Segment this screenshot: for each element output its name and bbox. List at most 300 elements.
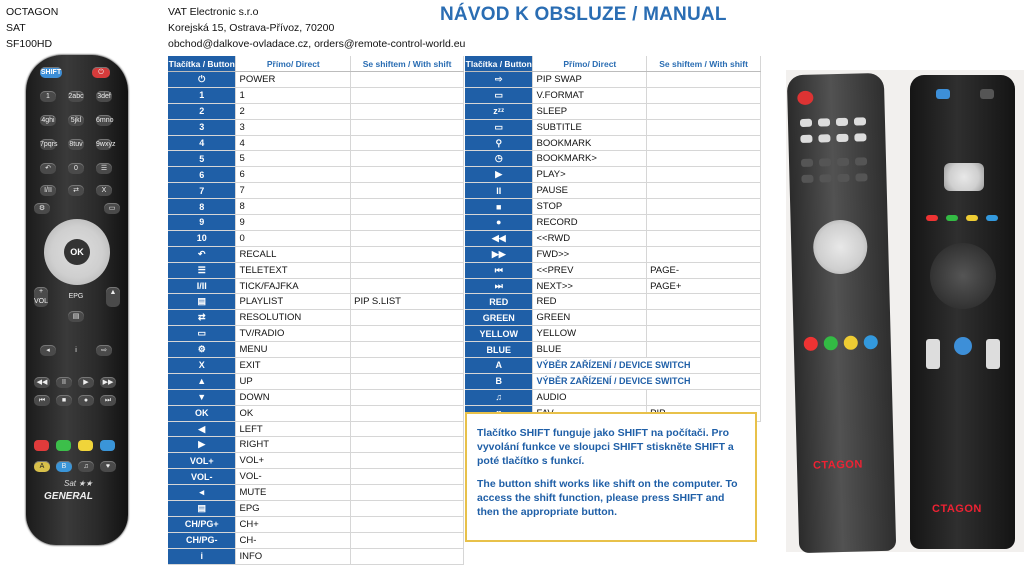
button-cell: ▤	[168, 501, 236, 517]
shift-cell	[647, 294, 761, 310]
direct-cell: GREEN	[533, 310, 647, 326]
table-row	[465, 262, 761, 278]
model-number: SF100HD	[6, 38, 53, 50]
teletext-icon: ☰	[96, 163, 112, 174]
button-cell: GREEN	[465, 310, 533, 326]
table-row	[168, 246, 464, 262]
photo-key	[800, 135, 812, 143]
direct-cell: <<PREV	[533, 262, 647, 278]
photo-key	[855, 157, 867, 165]
button-cell: i	[168, 548, 236, 564]
direct-cell: POWER	[236, 72, 351, 88]
shift-cell	[351, 246, 464, 262]
direct-cell: AUDIO	[533, 389, 647, 405]
power-button-photo	[797, 91, 813, 105]
table-row	[168, 469, 464, 485]
button-cell: ◷	[465, 151, 533, 167]
button-cell: ■	[465, 199, 533, 215]
direct-cell: <<RWD	[533, 230, 647, 246]
direct-cell: UP	[236, 373, 351, 389]
table-row	[168, 215, 464, 231]
direct-cell: TICK/FAJFKA	[236, 278, 351, 294]
epg-label: EPG	[68, 293, 84, 300]
direct-cell: TELETEXT	[236, 262, 351, 278]
shift-cell	[351, 548, 464, 564]
fav-icon: ♥	[100, 461, 116, 472]
direct-cell: EPG	[236, 501, 351, 517]
vol-plus: + VOL	[34, 288, 49, 305]
next-icon: ⏭	[100, 395, 116, 406]
shift-cell	[351, 151, 464, 167]
direct-cell: PAUSE	[533, 183, 647, 199]
col-button-header: Tlačítka / Button	[168, 56, 236, 72]
button-cell: RED	[465, 294, 533, 310]
shift-cell	[351, 342, 464, 358]
table-row	[465, 87, 761, 103]
note-cz: Tlačítko SHIFT funguje jako SHIFT na počítači. Pro vyvolání funkce ve sloupci SHIFT stiskněte SHIFT a poté tlačítko s funkcí.	[477, 427, 734, 467]
shift-cell	[351, 199, 464, 215]
direct-cell: 7	[236, 183, 351, 199]
note-en: The button shift works like shift on the computer. To access the shift function, please press SHIFT and then the appropriate button.	[477, 478, 738, 518]
table-row	[465, 294, 761, 310]
button-cell: ⚲	[465, 135, 533, 151]
direct-cell: TV/RADIO	[236, 326, 351, 342]
direct-cell: CH-	[236, 532, 351, 548]
shift-cell	[351, 453, 464, 469]
button-cell: 5	[168, 151, 236, 167]
button-cell: VOL+	[168, 453, 236, 469]
resolution-icon: ⇄	[68, 185, 84, 196]
button-cell: ▼	[168, 389, 236, 405]
direct-cell: DOWN	[236, 389, 351, 405]
shift-cell	[647, 230, 761, 246]
table-row	[168, 103, 464, 119]
shift-cell	[351, 405, 464, 421]
table-row	[168, 358, 464, 374]
button-cell: OK	[168, 405, 236, 421]
table-row	[168, 183, 464, 199]
green-button-photo	[824, 336, 838, 350]
button-cell: ▤	[168, 294, 236, 310]
button-cell: ↶	[168, 246, 236, 262]
col-button-header: Tlačítka / Button	[465, 56, 533, 72]
button-cell: ⏻	[168, 72, 236, 88]
shift-cell: PAGE-	[647, 262, 761, 278]
power-button-photo	[980, 89, 994, 99]
photo-key	[800, 119, 812, 127]
brand-logo: GENERAL	[44, 491, 93, 502]
direct-cell: PIP SWAP	[533, 72, 647, 88]
prev-icon: ⏮	[34, 395, 50, 406]
table-row	[465, 278, 761, 294]
photo-key	[854, 133, 866, 141]
table-row	[465, 358, 761, 374]
table-row	[168, 167, 464, 183]
button-cell: CH/PG+	[168, 516, 236, 532]
photo-key	[837, 158, 849, 166]
photo-key	[801, 159, 813, 167]
shift-cell	[351, 421, 464, 437]
table-row	[168, 326, 464, 342]
photo-key	[837, 174, 849, 182]
table-row	[168, 501, 464, 517]
table-row	[168, 548, 464, 564]
ok-button: OK	[64, 239, 90, 265]
mute-icon: ◂	[40, 345, 56, 356]
audio-icon: ♫	[78, 461, 94, 472]
ch-rocker-photo	[986, 339, 1000, 369]
table-row	[168, 516, 464, 532]
shift-cell	[647, 342, 761, 358]
direct-cell: 6	[236, 167, 351, 183]
shift-cell	[351, 469, 464, 485]
red-button	[34, 440, 49, 451]
table-row	[168, 373, 464, 389]
table-row	[168, 310, 464, 326]
table-row	[465, 183, 761, 199]
table-row	[465, 135, 761, 151]
direct-cell: MUTE	[236, 485, 351, 501]
key-3: 3def	[97, 93, 111, 100]
table-row	[465, 373, 761, 389]
key-2: 2abc	[68, 93, 84, 100]
table-header	[168, 56, 464, 72]
button-cell: ▶	[465, 167, 533, 183]
exit-icon: X	[96, 185, 112, 196]
button-cell: 7	[168, 183, 236, 199]
button-cell: X	[168, 358, 236, 374]
direct-cell: VÝBĚR ZAŘÍZENÍ / DEVICE SWITCH	[533, 373, 761, 389]
button-cell: 3	[168, 119, 236, 135]
direct-cell: INFO	[236, 548, 351, 564]
shift-cell	[351, 373, 464, 389]
shift-cell	[351, 119, 464, 135]
yellow-button	[78, 440, 93, 451]
vol-label: VOL	[34, 298, 49, 305]
shift-cell	[351, 167, 464, 183]
company-name: VAT Electronic s.r.o	[168, 6, 259, 18]
table-row	[465, 215, 761, 231]
button-cell: 9	[168, 215, 236, 231]
blue-button-photo	[986, 215, 998, 221]
button-cell: ◀	[168, 421, 236, 437]
table-row	[465, 326, 761, 342]
button-cell: ⏮	[465, 262, 533, 278]
key-9: 9wxyz	[96, 141, 116, 148]
photo-key	[818, 118, 830, 126]
table-row	[465, 230, 761, 246]
shift-cell	[647, 183, 761, 199]
company-info	[168, 4, 465, 52]
button-cell: A	[465, 358, 533, 374]
shift-cell	[647, 119, 761, 135]
model-info	[6, 4, 58, 52]
direct-cell: 5	[236, 151, 351, 167]
direct-cell: 3	[236, 119, 351, 135]
table-row	[168, 342, 464, 358]
shift-cell	[351, 103, 464, 119]
shift-cell	[351, 326, 464, 342]
octagon-logo-1: CTAGON	[812, 458, 863, 472]
col-shift-header: Se shiftem / With shift	[351, 56, 464, 72]
info-icon: i	[75, 347, 77, 354]
photo-key	[819, 174, 831, 182]
direct-cell: MENU	[236, 342, 351, 358]
tick-icon: I/II	[40, 185, 56, 196]
direct-cell: NEXT>>	[533, 278, 647, 294]
button-cell: 1	[168, 87, 236, 103]
table-row	[168, 151, 464, 167]
shift-cell	[351, 230, 464, 246]
direct-cell: PLAYLIST	[236, 294, 351, 310]
shift-cell	[351, 501, 464, 517]
key-7: 7pqrs	[40, 141, 58, 148]
key-8: 8tuv	[69, 141, 83, 148]
table-row	[465, 246, 761, 262]
button-cell: ▶	[168, 437, 236, 453]
shift-cell	[351, 358, 464, 374]
button-cell: ◂	[168, 485, 236, 501]
photo-key	[836, 134, 848, 142]
table-row	[168, 421, 464, 437]
col-direct-header: Přímo/ Direct	[236, 56, 351, 72]
button-cell: II	[465, 183, 533, 199]
tv-radio-icon: ▭	[104, 203, 120, 214]
button-cell: 4	[168, 135, 236, 151]
fwd-icon: ▶▶	[100, 377, 116, 388]
button-cell: ♫	[465, 389, 533, 405]
col-direct-header: Přímo/ Direct	[533, 56, 647, 72]
yellow-button-photo	[844, 336, 858, 350]
page-title: NÁVOD K OBSLUZE / MANUAL	[440, 4, 727, 25]
shift-cell	[351, 262, 464, 278]
direct-cell: LEFT	[236, 421, 351, 437]
shift-cell	[351, 72, 464, 88]
shift-cell	[647, 135, 761, 151]
shift-cell	[647, 87, 761, 103]
direct-cell: RECALL	[236, 246, 351, 262]
table-row	[168, 119, 464, 135]
photo-key	[819, 158, 831, 166]
shift-cell	[351, 135, 464, 151]
button-cell: YELLOW	[465, 326, 533, 342]
direct-cell: BLUE	[533, 342, 647, 358]
key-6: 6mno	[96, 117, 114, 124]
shift-cell	[351, 278, 464, 294]
stop-icon: ■	[56, 395, 72, 406]
direct-cell: SUBTITLE	[533, 119, 647, 135]
table-row	[168, 87, 464, 103]
shift-cell	[647, 167, 761, 183]
shift-cell	[351, 183, 464, 199]
table-row	[465, 389, 761, 405]
button-cell: ◀◀	[465, 230, 533, 246]
table-row	[465, 310, 761, 326]
col-shift-header: Se shiftem / With shift	[647, 56, 761, 72]
photo-key	[801, 175, 813, 183]
direct-cell: VÝBĚR ZAŘÍZENÍ / DEVICE SWITCH	[533, 358, 761, 374]
button-cell: ▶▶	[465, 246, 533, 262]
table-header	[465, 56, 761, 72]
pip-swap-icon: ⇨	[96, 345, 112, 356]
photo-key	[836, 118, 848, 126]
button-cell: I/II	[168, 278, 236, 294]
green-button	[56, 440, 71, 451]
direct-cell: EXIT	[236, 358, 351, 374]
button-cell: ⚙	[168, 342, 236, 358]
direct-cell: 9	[236, 215, 351, 231]
button-cell: ⇄	[168, 310, 236, 326]
brand-sat: Sat ★★	[64, 479, 93, 488]
direct-cell: 1	[236, 87, 351, 103]
recall-icon: ↶	[40, 163, 56, 174]
direct-cell: YELLOW	[533, 326, 647, 342]
table-row	[168, 437, 464, 453]
direct-cell: BOOKMARK	[533, 135, 647, 151]
direct-cell: RIGHT	[236, 437, 351, 453]
shift-cell	[351, 516, 464, 532]
shift-cell	[647, 151, 761, 167]
shift-cell	[351, 437, 464, 453]
red-button-photo	[926, 215, 938, 221]
blue-button-photo	[864, 335, 878, 349]
button-cell: B	[465, 373, 533, 389]
key-1: 1	[40, 91, 56, 102]
button-cell: ▭	[465, 87, 533, 103]
direct-cell: FWD>>	[533, 246, 647, 262]
playlist-icon: ▤	[68, 311, 84, 322]
shift-cell: PIP S.LIST	[351, 294, 464, 310]
button-cell: ▭	[168, 326, 236, 342]
button-cell: ▭	[465, 119, 533, 135]
table-row	[168, 278, 464, 294]
company-address: Korejská 15, Ostrava-Přívoz, 70200	[168, 22, 335, 34]
table-row	[168, 135, 464, 151]
play-pad-photo	[944, 163, 984, 191]
button-cell: zᶻᶻ	[465, 103, 533, 119]
button-cell: 2	[168, 103, 236, 119]
shift-cell	[647, 215, 761, 231]
direct-cell: V.FORMAT	[533, 87, 647, 103]
a-button: A	[34, 461, 50, 472]
table-row	[465, 151, 761, 167]
shift-cell	[351, 485, 464, 501]
ch-up-icon: ▲	[106, 287, 120, 307]
table-row	[168, 389, 464, 405]
table-row	[168, 230, 464, 246]
direct-cell: CH+	[236, 516, 351, 532]
table-row	[465, 167, 761, 183]
company-contact: obchod@dalkove-ovladace.cz, orders@remote-control-world.eu	[168, 38, 466, 50]
direct-cell: OK	[236, 405, 351, 421]
b-button: B	[56, 461, 72, 472]
shift-cell	[351, 532, 464, 548]
table-row	[168, 294, 464, 310]
shift-cell	[647, 72, 761, 88]
category: SAT	[6, 22, 26, 34]
button-cell: CH/PG-	[168, 532, 236, 548]
photo-key	[855, 173, 867, 181]
remote-photo-1	[787, 73, 896, 553]
octagon-logo-2: CTAGON	[932, 503, 982, 515]
table-row	[465, 103, 761, 119]
remote-illustration	[26, 55, 128, 545]
table-row	[168, 485, 464, 501]
table-row	[168, 453, 464, 469]
direct-cell: 0	[236, 230, 351, 246]
record-icon: ●	[78, 395, 94, 406]
button-cell: ▲	[168, 373, 236, 389]
direct-cell: STOP	[533, 199, 647, 215]
button-cell: ⇨	[465, 72, 533, 88]
table-row	[465, 199, 761, 215]
shift-cell	[351, 389, 464, 405]
table-row	[168, 405, 464, 421]
shift-cell	[351, 310, 464, 326]
button-cell: ☰	[168, 262, 236, 278]
table-row	[465, 72, 761, 88]
button-cell: VOL-	[168, 469, 236, 485]
pause-icon: II	[56, 377, 72, 388]
button-cell: 10	[168, 230, 236, 246]
nav-ring-photo	[813, 219, 868, 274]
photo-key	[818, 134, 830, 142]
shift-cell	[647, 103, 761, 119]
button-table-left	[168, 56, 464, 565]
shift-cell	[647, 199, 761, 215]
shift-cell	[647, 310, 761, 326]
shift-cell	[647, 326, 761, 342]
shift-note	[465, 412, 757, 542]
direct-cell: RED	[533, 294, 647, 310]
key-4: 4ghi	[41, 117, 55, 124]
direct-cell: RESOLUTION	[236, 310, 351, 326]
blue-button	[100, 440, 115, 451]
direct-cell: SLEEP	[533, 103, 647, 119]
key-0: 0	[68, 163, 84, 174]
brand-name: OCTAGON	[6, 6, 59, 18]
direct-cell: VOL-	[236, 469, 351, 485]
table-row	[465, 342, 761, 358]
yellow-button-photo	[966, 215, 978, 221]
button-cell: ⏭	[465, 278, 533, 294]
button-table-right	[465, 56, 761, 422]
button-cell: 8	[168, 199, 236, 215]
table-row	[168, 72, 464, 88]
direct-cell: PLAY>	[533, 167, 647, 183]
table-row	[168, 199, 464, 215]
button-cell: 6	[168, 167, 236, 183]
shift-button-photo	[936, 89, 950, 99]
direct-cell: 2	[236, 103, 351, 119]
table-row	[168, 262, 464, 278]
play-icon: ▶	[78, 377, 94, 388]
button-cell: ●	[465, 215, 533, 231]
vol-rocker-photo	[926, 339, 940, 369]
direct-cell: BOOKMARK>	[533, 151, 647, 167]
epg-button-photo	[954, 337, 972, 355]
key-5: 5jkl	[68, 115, 84, 126]
direct-cell: 8	[236, 199, 351, 215]
direct-cell: RECORD	[533, 215, 647, 231]
red-button-photo	[804, 337, 818, 351]
direct-cell: VOL+	[236, 453, 351, 469]
shift-cell	[351, 215, 464, 231]
shift-cell	[647, 389, 761, 405]
table-row	[465, 119, 761, 135]
green-button-photo	[946, 215, 958, 221]
button-cell: BLUE	[465, 342, 533, 358]
